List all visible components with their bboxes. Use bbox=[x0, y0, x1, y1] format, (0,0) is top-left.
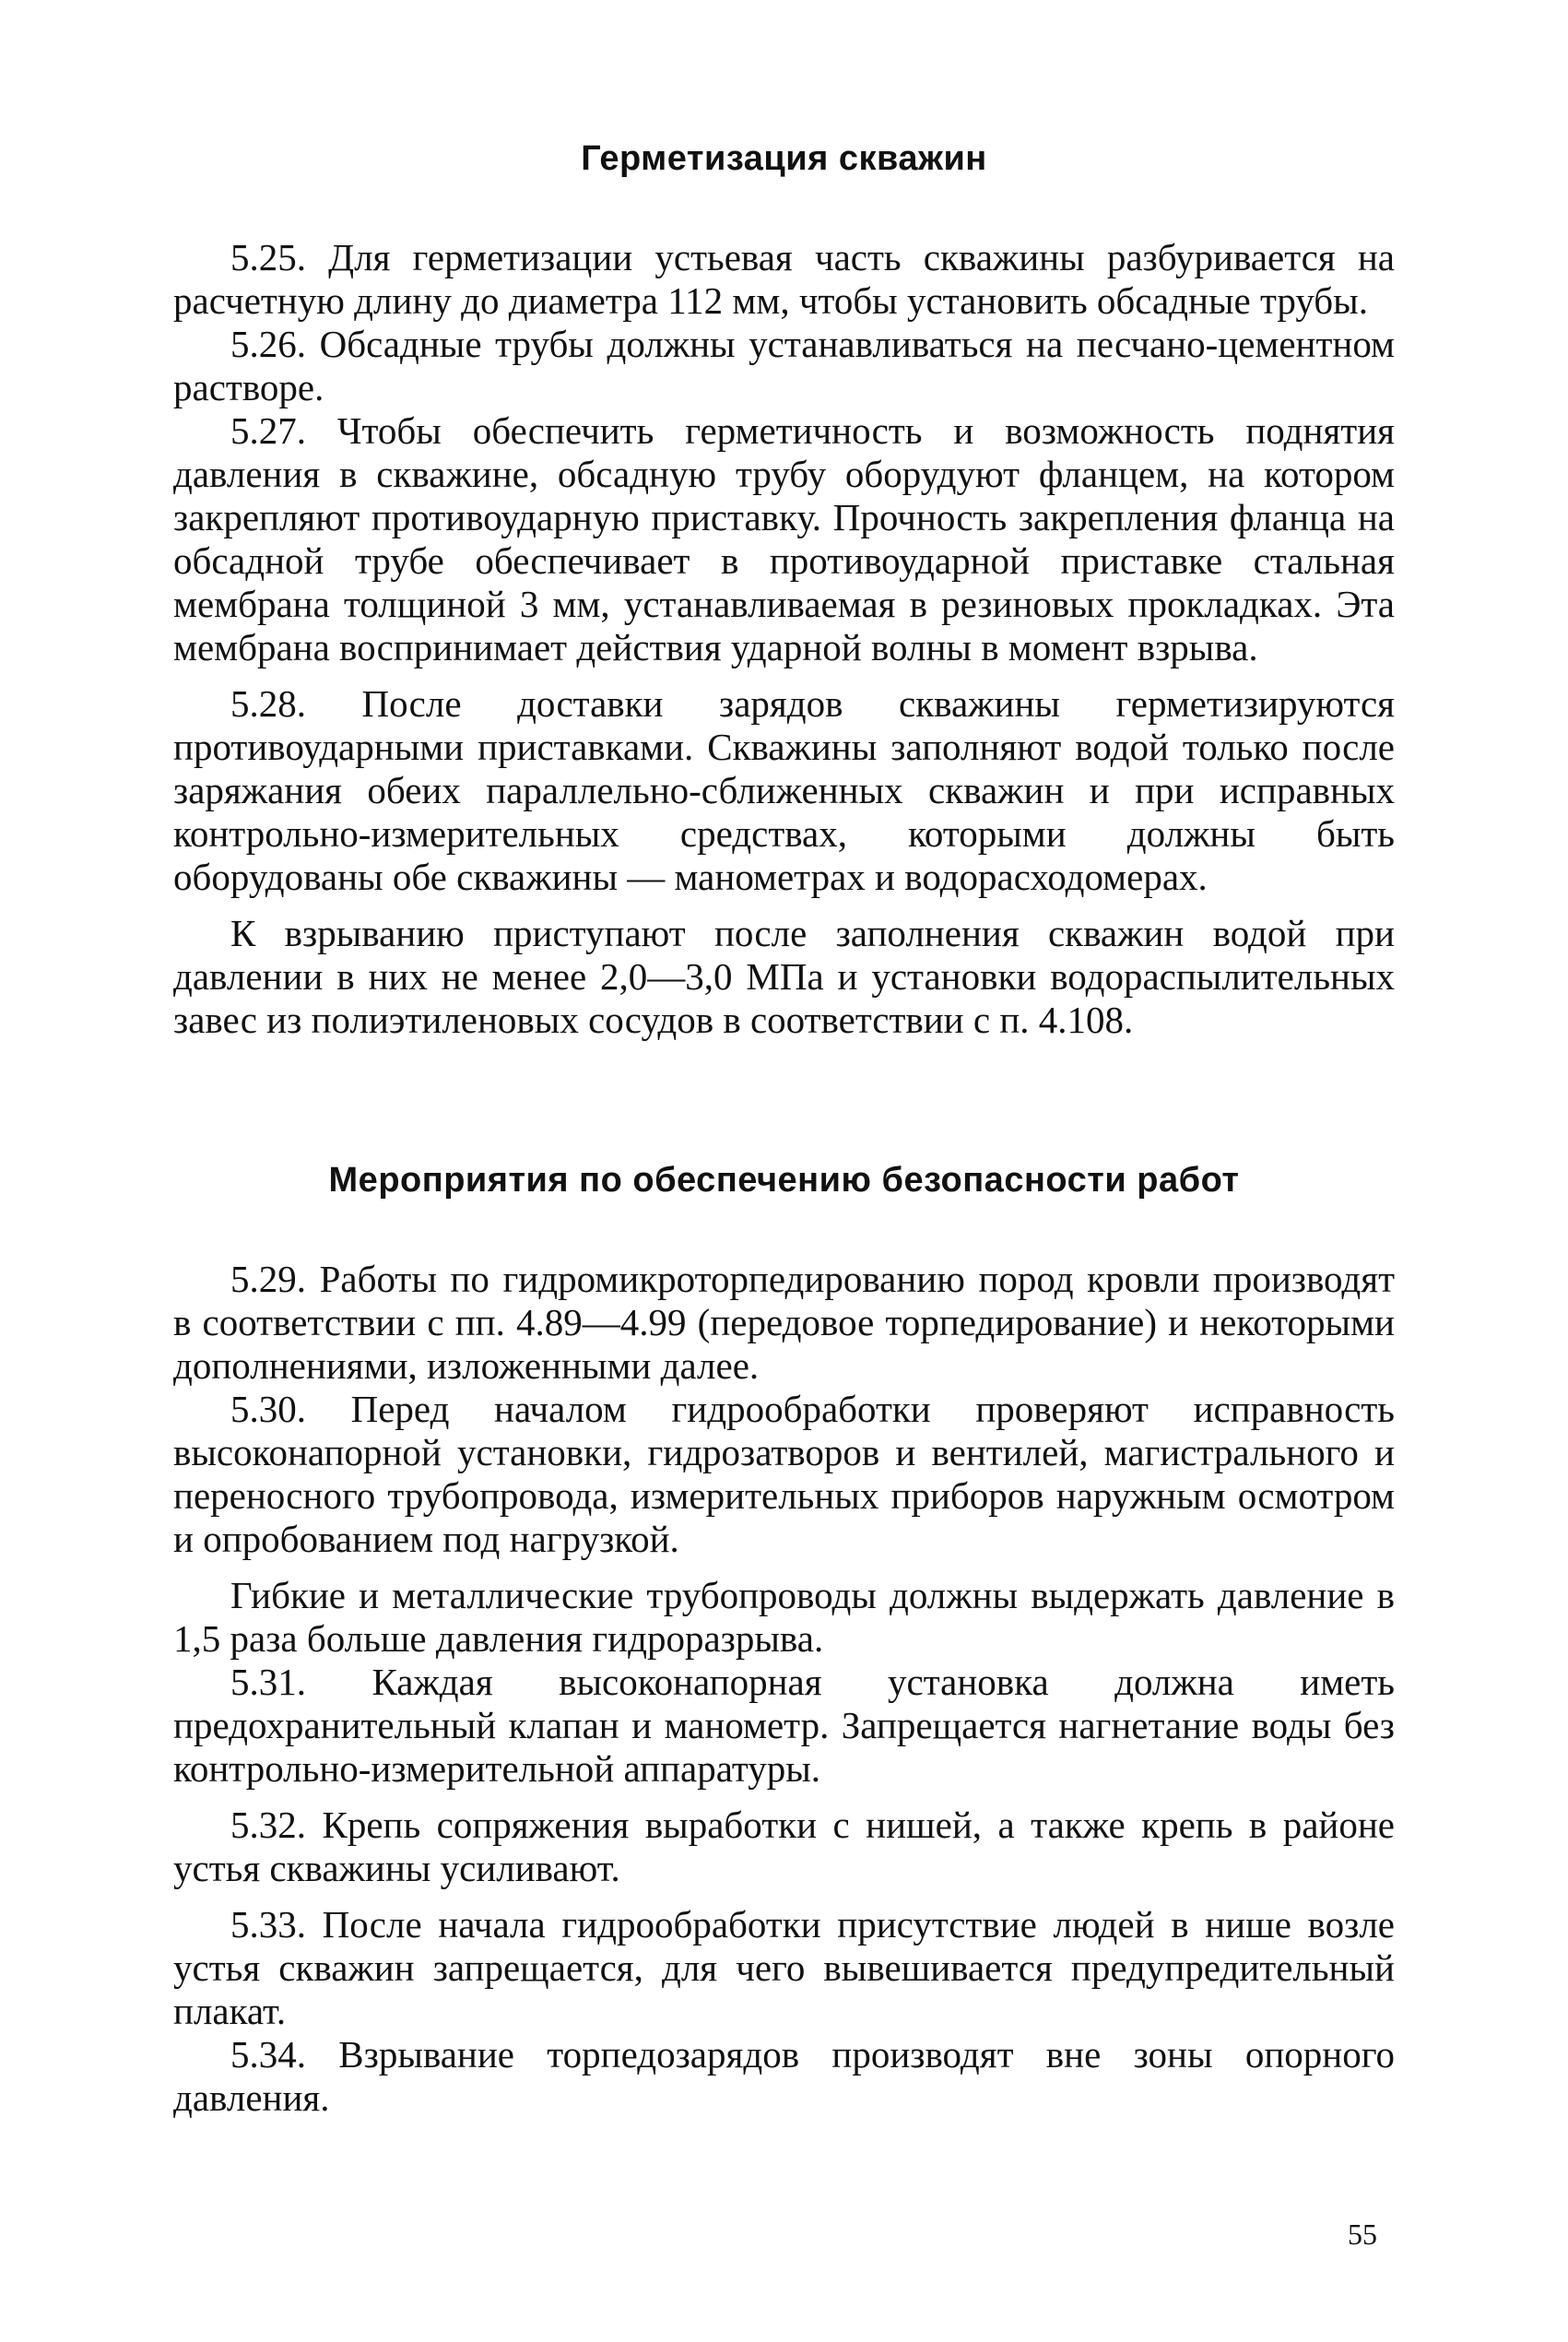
paragraph-pipelines: Гибкие и металлические трубопроводы должны выдержать давление в 1,5 раза больше давления гидроразрыва. bbox=[173, 1574, 1395, 1660]
paragraph-5-31: 5.31. Каждая высоконапорная установка должна иметь предохранительный клапан и манометр. Запрещается нагнетание воды без контрольно-измерительной аппаратуры. bbox=[173, 1661, 1395, 1790]
section-heading-safety: Мероприятия по обеспечению безопасности работ bbox=[328, 1161, 1240, 1200]
paragraph-5-25: 5.25. Для герметизации устьевая часть скважины разбуривается на расчетную длину до диаметра 112 мм, чтобы установить обсадные трубы. bbox=[173, 236, 1395, 322]
paragraph-5-33: 5.33. После начала гидрообработки присутствие людей в нише возле устья скважин запрещается, для чего вывешивается предупредительный плакат. bbox=[173, 1903, 1395, 2032]
paragraph-5-34: 5.34. Взрывание торпедозарядов производят вне зоны опорного давления. bbox=[173, 2033, 1395, 2119]
paragraph-5-32: 5.32. Крепь сопряжения выработки с нишей, а также крепь в районе устья скважины усиливают. bbox=[173, 1804, 1395, 1889]
paragraph-5-29: 5.29. Работы по гидромикроторпедированию пород кровли производят в соответствии с пп. 4.89—4.99 (передовое торпедирование) и некоторыми дополнениями, изложенными далее. bbox=[173, 1258, 1395, 1387]
section-heading-sealing: Герметизация скважин bbox=[581, 139, 987, 178]
page-number: 55 bbox=[1348, 2218, 1377, 2251]
paragraph-5-28: 5.28. После доставки зарядов скважины герметизируются противоударными приставками. Скважины заполняют водой только после заряжания обеих параллельно-сближенных скважин и при исправных контрольно-измерительных средствах, которыми должны быть оборудованы обе скважины — манометрах и водорасходомерах. bbox=[173, 682, 1395, 898]
paragraph-5-30: 5.30. Перед началом гидрообработки проверяют исправность высоконапорной установки, гидрозатворов и вентилей, магистрального и переносного трубопровода, измерительных приборов наружным осмотром и опробованием под нагрузкой. bbox=[173, 1388, 1395, 1560]
paragraph-5-27: 5.27. Чтобы обеспечить герметичность и возможность поднятия давления в скважине, обсадную трубу оборудуют фланцем, на котором закрепляют противоударную приставку. Прочность закрепления фланца на обсадной трубе обеспечивает в противоударной приставке стальная мембрана толщиной 3 мм, устанавливаемая в резиновых прокладках. Эта мембрана воспринимает действия ударной волны в момент взрыва. bbox=[173, 409, 1395, 668]
paragraph-5-26: 5.26. Обсадные трубы должны устанавливаться на песчано-цементном растворе. bbox=[173, 323, 1395, 408]
text-column bbox=[173, 138, 1395, 2120]
paragraph-blasting-start: К взрыванию приступают после заполнения скважин водой при давлении в них не менее 2,0—3,0 МПа и установки водораспылительных завес из полиэтиленовых сосудов в соответствии с п. 4.108. bbox=[173, 912, 1395, 1041]
